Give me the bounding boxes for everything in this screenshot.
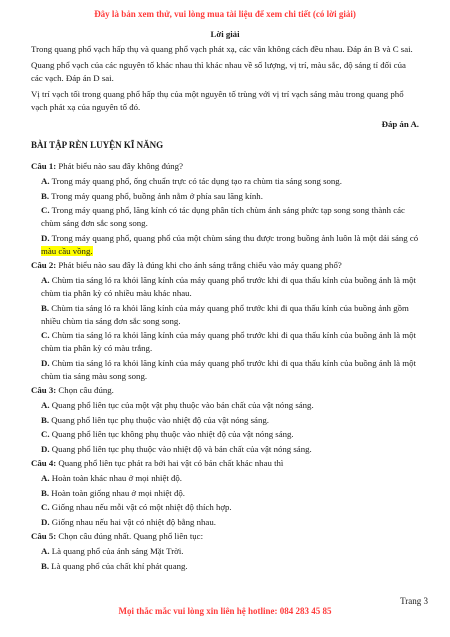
option-letter: D.: [41, 357, 50, 368]
question: [31, 457, 419, 470]
answer-option: [31, 487, 419, 500]
option-letter: C.: [41, 429, 50, 439]
option-letter: C.: [41, 205, 50, 215]
question-text: Phát biểu nào sau đây không đúng?: [58, 161, 183, 171]
option-letter: D.: [41, 232, 50, 243]
question: [31, 259, 419, 272]
option-letter: B.: [41, 560, 50, 571]
option-text: Chùm tia sáng ló ra khỏi lăng kính của máy quang phổ trước khi đi qua thấu kính của buồng ảnh là một chùm tia phân kỳ có màu trắng.: [41, 330, 416, 353]
answer-option: [31, 414, 419, 427]
option-text: Quang phổ liên tục phụ thuộc vào nhiệt độ và bản chất của vật nóng sáng.: [51, 443, 312, 454]
answer-option: [31, 357, 419, 383]
option-letter: B.: [41, 190, 50, 201]
option-text: Giống nhau nếu hai vật có nhiệt độ bằng nhau.: [51, 516, 216, 527]
option-text: Chùm tia sáng ló ra khỏi lăng kính của máy quang phổ trước khi đi qua thấu kính của buồng ảnh là một chùm tia sáng màu song song.: [41, 357, 416, 381]
option-text: Trong máy quang phổ, lăng kính có tác dụng phân tích chùm ánh sáng phức tạp song song thành các chùm sáng đơn sắc song song.: [41, 205, 405, 228]
question-label: Câu 3:: [31, 385, 57, 395]
option-letter: A.: [41, 176, 50, 186]
option-letter: A.: [41, 275, 50, 285]
option-letter: A.: [41, 400, 50, 410]
question-text: Chọn câu đúng.: [58, 385, 114, 395]
answer-option: [31, 175, 419, 188]
solution-paragraph: Quang phổ vạch của các nguyên tố khác nhau thì khác nhau về số lượng, vị trí, màu sắc, độ sáng tỉ đối của các vạch. Đáp án D sai.: [31, 60, 406, 83]
answer-label: Đáp án A.: [381, 119, 419, 129]
option-letter: B.: [41, 414, 50, 425]
answer-option: [31, 560, 419, 573]
preview-banner: Đây là bản xem thử, vui lòng mua tài liệu để xem chi tiết (có lời giải): [94, 9, 356, 19]
option-text: Là quang phổ của chất khí phát quang.: [51, 560, 188, 571]
option-text: Quang phổ liên tục không phụ thuộc vào nhiệt độ của vật nóng sáng.: [51, 429, 294, 439]
answer-option: [31, 472, 419, 485]
answer-option: [31, 204, 419, 230]
option-text: Chùm tia sáng ló ra khỏi lăng kính của máy quang phổ trước khi đi qua thấu kính của buồng ảnh là một chùm tia phân kỳ có nhiều màu khác nhau.: [41, 275, 416, 298]
question: [31, 530, 419, 543]
question-text: Chọn câu đúng nhất. Quang phổ liên tục:: [58, 531, 204, 541]
answer-option: [31, 516, 419, 529]
option-text: Là quang phổ của ánh sáng Mặt Trời.: [51, 546, 184, 556]
solution-paragraph: Vị trí vạch tối trong quang phổ hấp thụ của một nguyên tố trùng với vị trí vạch sáng màu trong quang phổ vạch phát xạ của nguyên tố đó.: [31, 89, 404, 112]
question: [31, 160, 419, 173]
answer-option: [31, 545, 419, 558]
question-label: Câu 2:: [31, 260, 57, 270]
option-letter: B.: [41, 487, 50, 498]
option-text: Trong máy quang phổ, quang phổ của một chùm sáng thu được trong buồng ảnh luôn là một dải sáng có: [51, 232, 419, 243]
question-text: Quang phổ liên tục phát ra bởi hai vật có bản chất khác nhau thì: [58, 458, 284, 468]
option-letter: C.: [41, 502, 50, 512]
option-letter: D.: [41, 516, 50, 527]
option-letter: C.: [41, 330, 50, 340]
answer-option: [31, 274, 419, 300]
answer-option: [31, 443, 419, 456]
hotline-footer: Mọi thắc mắc vui lòng xin liên hệ hotline: 084 283 45 85: [118, 606, 332, 616]
answer-option: [31, 302, 419, 328]
option-letter: A.: [41, 546, 50, 556]
solution-title: Lời giải: [210, 29, 240, 39]
question-label: Câu 4:: [31, 458, 57, 468]
option-letter: D.: [41, 443, 50, 454]
page-number: Trang 3: [400, 596, 428, 606]
solution-paragraph: Trong quang phổ vạch hấp thụ và quang phổ vạch phát xạ, các vân không cách đều nhau. Đáp án B và C sai.: [31, 44, 413, 54]
question-label: Câu 5:: [31, 531, 57, 541]
answer-option: [31, 190, 419, 203]
document-content: [31, 28, 419, 574]
question: [31, 384, 419, 397]
answer-option: [31, 232, 419, 258]
option-text: Giống nhau nếu mỗi vật có một nhiệt độ thích hợp.: [51, 502, 232, 512]
option-text: Quang phổ liên tục của một vật phụ thuộc vào bản chất của vật nóng sáng.: [51, 400, 314, 410]
question-text: Phát biểu nào sau đây là đúng khi cho ánh sáng trắng chiếu vào máy quang phổ?: [58, 260, 342, 270]
highlighted-text: màu cầu vồng.: [41, 245, 93, 256]
option-text: Chùm tia sáng ló ra khỏi lăng kính của máy quang phổ trước khi đi qua thấu kính của buồng ảnh gồm nhiều chùm tia sáng đơn sắc song song.: [41, 302, 409, 326]
option-text: Trong máy quang phổ, buồng ảnh nằm ở phía sau lăng kính.: [51, 190, 263, 201]
option-letter: B.: [41, 302, 50, 313]
option-text: Hoàn toàn giống nhau ở mọi nhiệt độ.: [51, 487, 185, 498]
answer-option: [31, 501, 419, 514]
section-title: BÀI TẬP RÈN LUYỆN KĨ NĂNG: [31, 140, 164, 150]
option-letter: A.: [41, 473, 50, 483]
option-text: Trong máy quang phổ, ống chuẩn trực có tác dụng tạo ra chùm tia sáng song song.: [51, 176, 342, 186]
answer-option: [31, 428, 419, 441]
answer-option: [31, 399, 419, 412]
answer-option: [31, 329, 419, 355]
question-label: Câu 1:: [31, 161, 57, 171]
option-text: Hoàn toàn khác nhau ở mọi nhiệt độ.: [51, 473, 182, 483]
option-text: Quang phổ liên tục phụ thuộc vào nhiệt độ của vật nóng sáng.: [51, 414, 269, 425]
